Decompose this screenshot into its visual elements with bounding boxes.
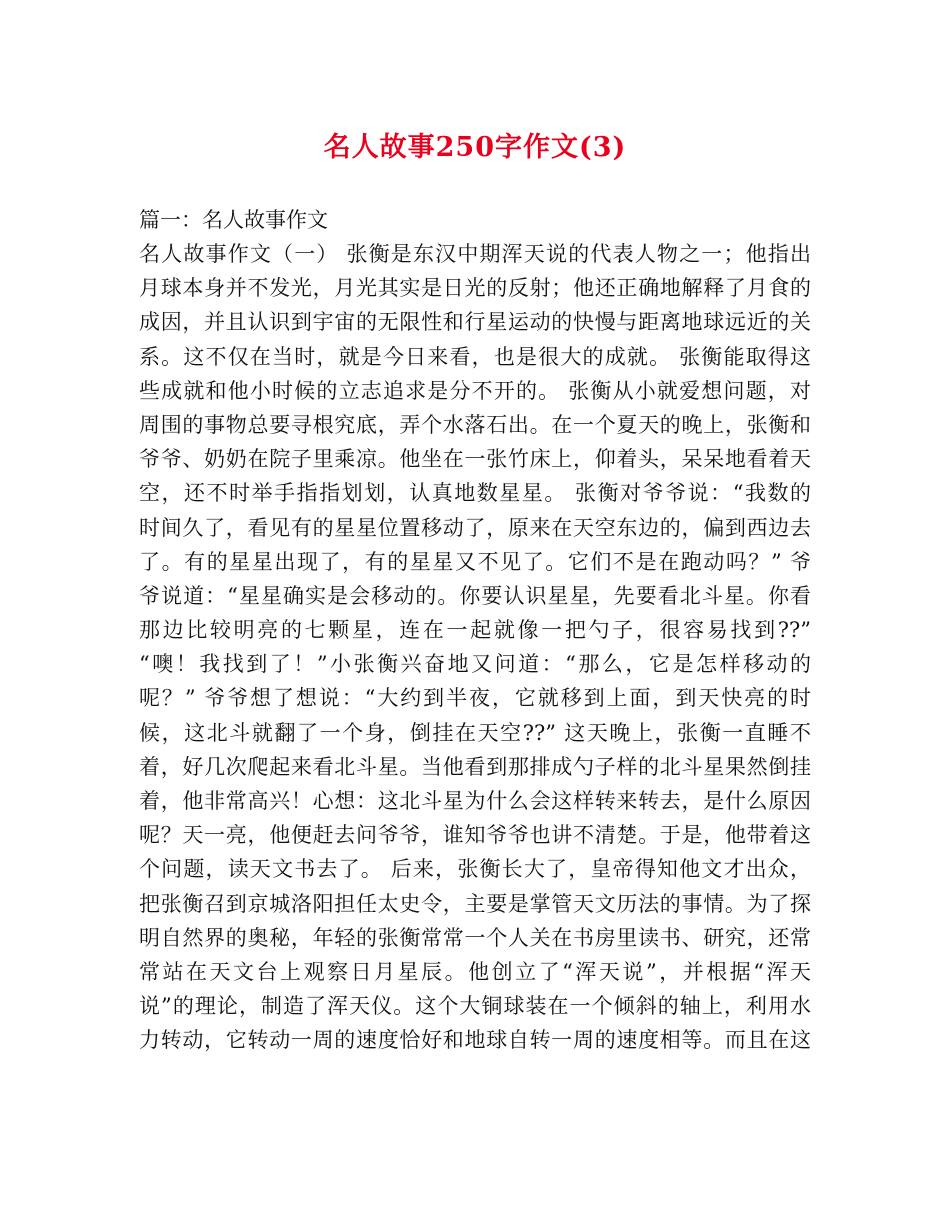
body-line: 周围的事物总要寻根究底，弄个水落石出。在一个夏天的晚上，张衡和	[139, 412, 811, 437]
body-line: 爷爷、奶奶在院子里乘凉。他坐在一张竹床上，仰着头，呆呆地看着天	[139, 447, 811, 472]
body-line: 呢？” 爷爷想了想说：“大约到半夜，它就移到上面，到天快亮的时	[139, 686, 811, 711]
body-line: 空，还不时举手指指划划，认真地数星星。 张衡对爷爷说：“我数的	[139, 481, 811, 506]
body-paragraph	[139, 237, 811, 1058]
body-line: 着，好几次爬起来看北斗星。当他看到那排成勺子样的北斗星果然倒挂	[139, 754, 811, 779]
body-line: 把张衡召到京城洛阳担任太史令，主要是掌管天文历法的事情。为了探	[139, 891, 811, 916]
body-line: 着，他非常高兴！心想：这北斗星为什么会这样转来转去，是什么原因	[139, 789, 811, 813]
body-line: 了。有的星星出现了，有的星星又不见了。它们不是在跑动吗？” 爷	[139, 549, 811, 574]
body-line: “噢！我找到了！”小张衡兴奋地又问道：“那么，它是怎样移动的	[139, 652, 811, 677]
document-title: 名人故事250字作文(3)	[323, 132, 627, 163]
body-line: 明自然界的奥秘，年轻的张衡常常一个人关在书房里读书、研究，还常	[139, 925, 811, 950]
body-line: 时间久了，看见有的星星位置移动了，原来在天空东边的，偏到西边去	[139, 515, 811, 540]
body-line: 成因，并且认识到宇宙的无限性和行星运动的快慢与距离地球远近的关	[139, 310, 811, 335]
body-line: 那边比较明亮的七颗星，连在一起就像一把勺子，很容易找到??”	[139, 618, 811, 643]
body-line: 月球本身并不发光，月光其实是日光的反射；他还正确地解释了月食的	[139, 276, 811, 301]
body-line: 名人故事作文（一） 张衡是东汉中期浑天说的代表人物之一；他指出	[139, 242, 811, 266]
body-line: 常站在天文台上观察日月星辰。他创立了“浑天说”，并根据“浑天	[139, 959, 811, 984]
body-line: 爷说道：“星星确实是会移动的。你要认识星星，先要看北斗星。你看	[139, 583, 811, 608]
body-line: 个问题，读天文书去了。 后来，张衡长大了，皇帝得知他文才出众，	[139, 857, 811, 882]
body-line: 些成就和他小时候的立志追求是分不开的。 张衡从小就爱想问题，对	[139, 378, 811, 403]
body-line: 呢？天一亮，他便赶去问爷爷，谁知爷爷也讲不清楚。于是，他带着这	[139, 823, 811, 848]
body-line: 候，这北斗就翻了一个身，倒挂在天空??” 这天晚上，张衡一直睡不	[139, 720, 811, 745]
section-heading: 篇一：名人故事作文	[139, 208, 328, 232]
body-line: 系。这不仅在当时，就是今日来看，也是很大的成就。 张衡能取得这	[139, 344, 811, 369]
body-line: 说”的理论，制造了浑天仪。这个大铜球装在一个倾斜的轴上，利用水	[139, 994, 811, 1019]
body-line: 力转动，它转动一周的速度恰好和地球自转一周的速度相等。而且在这	[139, 1028, 811, 1053]
